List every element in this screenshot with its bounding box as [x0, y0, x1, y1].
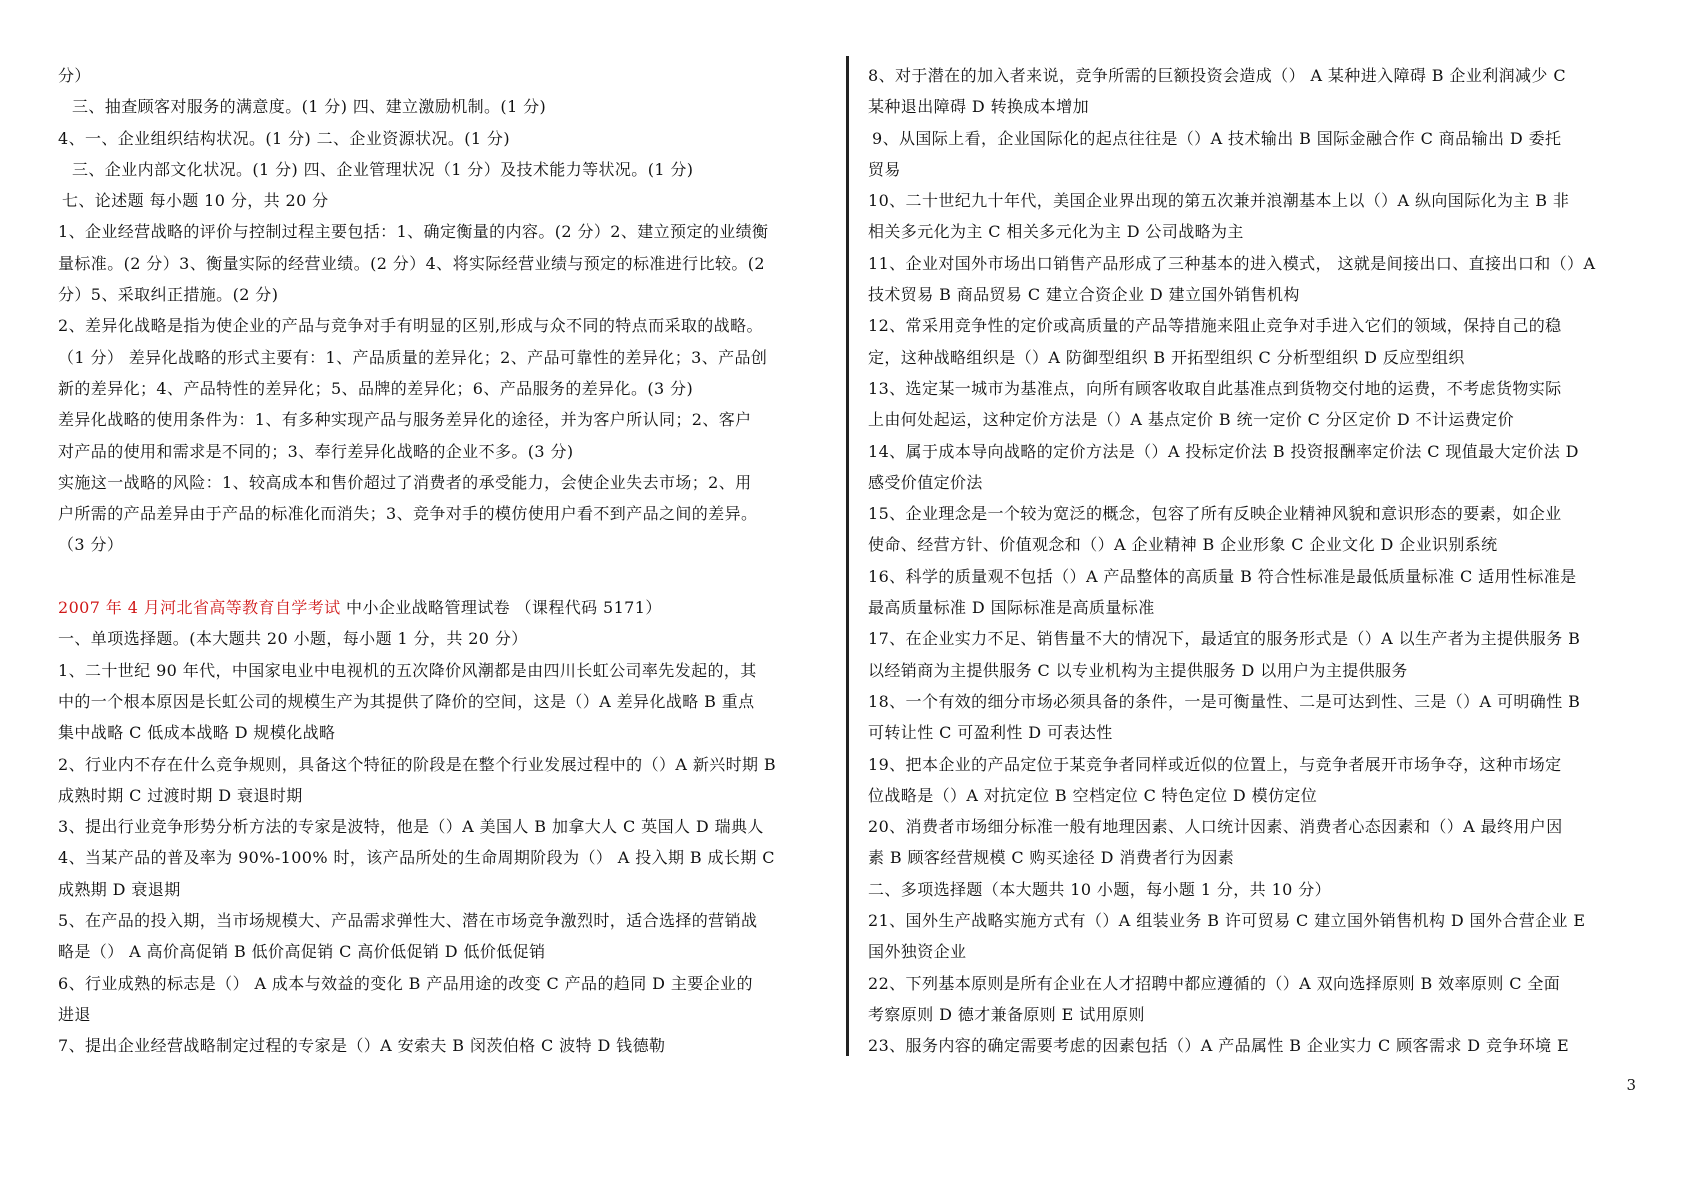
text-line	[868, 529, 1640, 560]
text-line	[58, 968, 830, 999]
text-line	[868, 655, 1640, 686]
line-text: 三、抽查顾客对服务的满意度。(1 分) 四、建立激励机制。(1 分)	[72, 97, 547, 117]
line-text: 成熟时期 C 过渡时期 D 衰退时期	[58, 785, 303, 805]
line-text: 7、提出企业经营战略制定过程的专家是（）A 安索夫 B 闵茨伯格 C 波特 D 钱德勒	[58, 1036, 666, 1056]
text-line	[868, 561, 1640, 592]
text-line	[868, 373, 1640, 404]
text-line	[868, 999, 1640, 1030]
text-line	[58, 811, 830, 842]
text-line	[868, 279, 1640, 310]
text-line	[58, 999, 830, 1030]
line-text: 20、消费者市场细分标准一般有地理因素、人口统计因素、消费者心态因素和（）A 最终用户因	[868, 817, 1563, 837]
line-text: 分）5、采取纠正措施。(2 分)	[58, 285, 279, 305]
text-line	[58, 154, 830, 185]
text-line	[58, 373, 830, 404]
text-line	[868, 1030, 1640, 1061]
text-line	[58, 279, 830, 310]
line-text: 集中战略 C 低成本战略 D 规模化战略	[58, 723, 336, 743]
line-text: 15、企业理念是一个较为宽泛的概念，包容了所有反映企业精神风貌和意识形态的要素，如企业	[868, 504, 1562, 524]
line-text: 1、企业经营战略的评价与控制过程主要包括：1、确定衡量的内容。(2 分）2、建立预定的业绩衡	[58, 222, 769, 242]
line-text: 实施这一战略的风险：1、较高成本和售价超过了消费者的承受能力，会使企业失去市场；2、用	[58, 472, 752, 492]
text-line	[868, 874, 1640, 905]
line-text: 对产品的使用和需求是不同的；3、奉行差异化战略的企业不多。(3 分)	[58, 441, 574, 461]
line-text: 5、在产品的投入期，当市场规模大、产品需求弹性大、潜在市场竞争激烈时，适合选择的营销战	[58, 911, 758, 931]
line-text: 8、对于潜在的加入者来说，竞争所需的巨额投资会造成（） A 某种进入障碍 B 企业利润减少 C	[868, 66, 1566, 85]
text-line	[868, 905, 1640, 936]
column-divider	[846, 56, 849, 1056]
text-line	[868, 842, 1640, 873]
line-text: 可转让性 C 可盈利性 D 可表达性	[868, 723, 1113, 743]
line-text: （3 分）	[58, 535, 124, 555]
left-column	[58, 60, 830, 1062]
text-line	[58, 310, 830, 341]
line-text: 考察原则 D 德才兼备原则 E 试用原则	[868, 1004, 1145, 1024]
text-line	[58, 780, 830, 811]
text-line	[58, 60, 830, 91]
text-line	[58, 842, 830, 873]
line-text: 略是（） A 高价高促销 B 低价高促销 C 高价低促销 D 低价低促销	[58, 942, 546, 962]
line-text: 以经销商为主提供服务 C 以专业机构为主提供服务 D 以用户为主提供服务	[868, 660, 1408, 680]
line-text: 七、论述题 每小题 10 分，共 20 分	[62, 191, 329, 211]
text-line	[868, 216, 1640, 247]
line-text: 9、从国际上看，企业国际化的起点往往是（）A 技术输出 B 国际金融合作 C 商品输出 D 委托	[872, 128, 1562, 148]
line-text: 3、提出行业竞争形势分析方法的专家是波特，他是（）A 美国人 B 加拿大人 C 英国人 D 瑞典人	[58, 817, 764, 837]
line-text: 新的差异化；4、产品特性的差异化；5、品牌的差异化；6、产品服务的差异化。(3 分)	[58, 378, 694, 398]
line-text: 进退	[58, 1004, 91, 1024]
line-text: 17、在企业实力不足、销售量不大的情况下，最适宜的服务形式是（）A 以生产者为主提供服务 B	[868, 629, 1581, 649]
line-text: 技术贸易 B 商品贸易 C 建立合资企业 D 建立国外销售机构	[868, 285, 1300, 305]
text-line	[58, 749, 830, 780]
text-line	[58, 91, 830, 122]
text-line	[868, 936, 1640, 967]
text-line	[58, 123, 830, 154]
text-line	[58, 1030, 830, 1061]
text-line	[868, 404, 1640, 435]
text-line	[868, 310, 1640, 341]
line-text: 定，这种战略组织是（）A 防御型组织 B 开拓型组织 C 分析型组织 D 反应型组织	[868, 347, 1465, 367]
text-line	[58, 686, 830, 717]
text-line	[58, 623, 830, 654]
line-text: 差异化战略的使用条件为：1、有多种实现产品与服务差异化的途径，并为客户所认同；2、客户	[58, 410, 752, 430]
line-text: 中小企业战略管理试卷 （课程代码 5171）	[340, 598, 662, 618]
text-line	[58, 905, 830, 936]
text-line	[58, 874, 830, 905]
line-text: 相关多元化为主 C 相关多元化为主 D 公司战略为主	[868, 222, 1244, 242]
line-text: 16、科学的质量观不包括（）A 产品整体的高质量 B 符合性标准是最低质量标准 C 适用性标准是	[868, 566, 1577, 586]
text-line	[868, 248, 1640, 279]
line-text: 某种退出障碍 D 转换成本增加	[868, 97, 1090, 117]
line-text: 4、当某产品的普及率为 90%-100% 时，该产品所处的生命周期阶段为（） A 投入期 B 成长期 C	[58, 848, 775, 868]
text-line	[868, 968, 1640, 999]
line-text: 二、多项选择题（本大题共 10 小题，每小题 1 分，共 10 分）	[868, 879, 1332, 899]
text-line	[58, 436, 830, 467]
text-line	[58, 467, 830, 498]
text-line	[868, 749, 1640, 780]
line-text: 4、一、企业组织结构状况。(1 分) 二、企业资源状况。(1 分)	[58, 128, 510, 148]
line-text: 中的一个根本原因是长虹公司的规模生产为其提供了降价的空间，这是（）A 差异化战略 B 重点	[58, 691, 755, 711]
line-text: 上由何处起运，这种定价方法是（）A 基点定价 B 统一定价 C 分区定价 D 不计运费定价	[868, 410, 1514, 430]
line-text: 21、国外生产战略实施方式有（）A 组装业务 B 许可贸易 C 建立国外销售机构 D 国外合营企业 E	[868, 911, 1586, 931]
line-text: 一、单项选择题。(本大题共 20 小题，每小题 1 分，共 20 分）	[58, 629, 528, 649]
text-line	[868, 467, 1640, 498]
line-text: 2、差异化战略是指为使企业的产品与竞争对手有明显的区别,形成与众不同的特点而采取的战略。	[58, 316, 763, 336]
text-line	[868, 154, 1640, 185]
right-column	[868, 60, 1640, 1062]
line-text: 19、把本企业的产品定位于某竞争者同样或近似的位置上，与竞争者展开市场争夺，这种市场定	[868, 754, 1562, 774]
text-line	[58, 216, 830, 247]
line-text: （1 分） 差异化战略的形式主要有：1、产品质量的差异化；2、产品可靠性的差异化；3、产品创	[58, 347, 768, 367]
line-text: 位战略是（）A 对抗定位 B 空档定位 C 特色定位 D 模仿定位	[868, 785, 1318, 805]
text-line	[868, 123, 1640, 154]
text-line	[868, 717, 1640, 748]
text-line	[58, 592, 830, 623]
line-text: 使命、经营方针、价值观念和（）A 企业精神 B 企业形象 C 企业文化 D 企业识别系统	[868, 535, 1498, 555]
line-text: 素 B 顾客经营规模 C 购买途径 D 消费者行为因素	[868, 848, 1235, 868]
text-line	[868, 686, 1640, 717]
line-text: 量标准。(2 分）3、衡量实际的经营业绩。(2 分）4、将实际经营业绩与预定的标准进行比较。(2	[58, 253, 765, 273]
line-text: 国外独资企业	[868, 942, 967, 962]
line-text: 三、企业内部文化状况。(1 分) 四、企业管理状况（1 分）及技术能力等状况。(1 分)	[72, 159, 694, 179]
text-line	[58, 717, 830, 748]
line-text: 感受价值定价法	[868, 472, 983, 492]
line-text: 2、行业内不存在什么竞争规则，具备这个特征的阶段是在整个行业发展过程中的（）A 新兴时期 B	[58, 754, 777, 774]
line-text: 贸易	[868, 159, 901, 179]
line-text: 1、二十世纪 90 年代，中国家电业中电视机的五次降价风潮都是由四川长虹公司率先发起的，其	[58, 660, 757, 680]
text-line	[58, 529, 830, 560]
text-line	[58, 498, 830, 529]
text-line	[868, 623, 1640, 654]
text-line	[868, 436, 1640, 467]
line-text: 18、一个有效的细分市场必须具备的条件，一是可衡量性、二是可达到性、三是（）A 可明确性 B	[868, 691, 1581, 711]
text-line	[868, 60, 1640, 91]
text-line	[868, 811, 1640, 842]
line-text: 最高质量标准 D 国际标准是高质量标准	[868, 598, 1155, 618]
text-line	[868, 780, 1640, 811]
text-line	[58, 248, 830, 279]
text-line	[58, 185, 830, 216]
line-text: 22、下列基本原则是所有企业在人才招聘中都应遵循的（）A 双向选择原则 B 效率原则 C 全面	[868, 973, 1561, 993]
line-text: 6、行业成熟的标志是（） A 成本与效益的变化 B 产品用途的改变 C 产品的趋同 D 主要企业的	[58, 973, 753, 993]
line-text: 11、企业对国外市场出口销售产品形成了三种基本的进入模式， 这就是间接出口、直接出口和（）A	[868, 253, 1596, 273]
exam-heading: 2007 年 4 月河北省高等教育自学考试	[58, 598, 341, 618]
line-text: 14、属于成本导向战略的定价方法是（）A 投标定价法 B 投资报酬率定价法 C 现值最大定价法 D	[868, 441, 1579, 461]
text-line	[58, 342, 830, 373]
text-line	[868, 342, 1640, 373]
blank-line	[58, 561, 830, 592]
text-line	[58, 404, 830, 435]
line-text: 户所需的产品差异由于产品的标准化而消失；3、竞争对手的模仿使用户看不到产品之间的差异。	[58, 504, 758, 524]
page-number: 3	[1626, 1076, 1636, 1094]
text-line	[868, 91, 1640, 122]
line-text: 成熟期 D 衰退期	[58, 879, 181, 899]
text-line	[58, 655, 830, 686]
text-line	[868, 592, 1640, 623]
line-text: 12、常采用竞争性的定价或高质量的产品等措施来阻止竞争对手进入它们的领域，保持自己的稳	[868, 316, 1562, 336]
line-text: 分）	[58, 66, 91, 85]
text-line	[868, 185, 1640, 216]
line-text: 23、服务内容的确定需要考虑的因素包括（）A 产品属性 B 企业实力 C 顾客需求 D 竞争环境 E	[868, 1036, 1570, 1056]
text-line	[58, 936, 830, 967]
text-line	[868, 498, 1640, 529]
line-text: 13、选定某一城市为基准点，向所有顾客收取自此基准点到货物交付地的运费，不考虑货物实际	[868, 378, 1562, 398]
line-text: 10、二十世纪九十年代，美国企业界出现的第五次兼并浪潮基本上以（）A 纵向国际化为主 B 非	[868, 191, 1570, 211]
